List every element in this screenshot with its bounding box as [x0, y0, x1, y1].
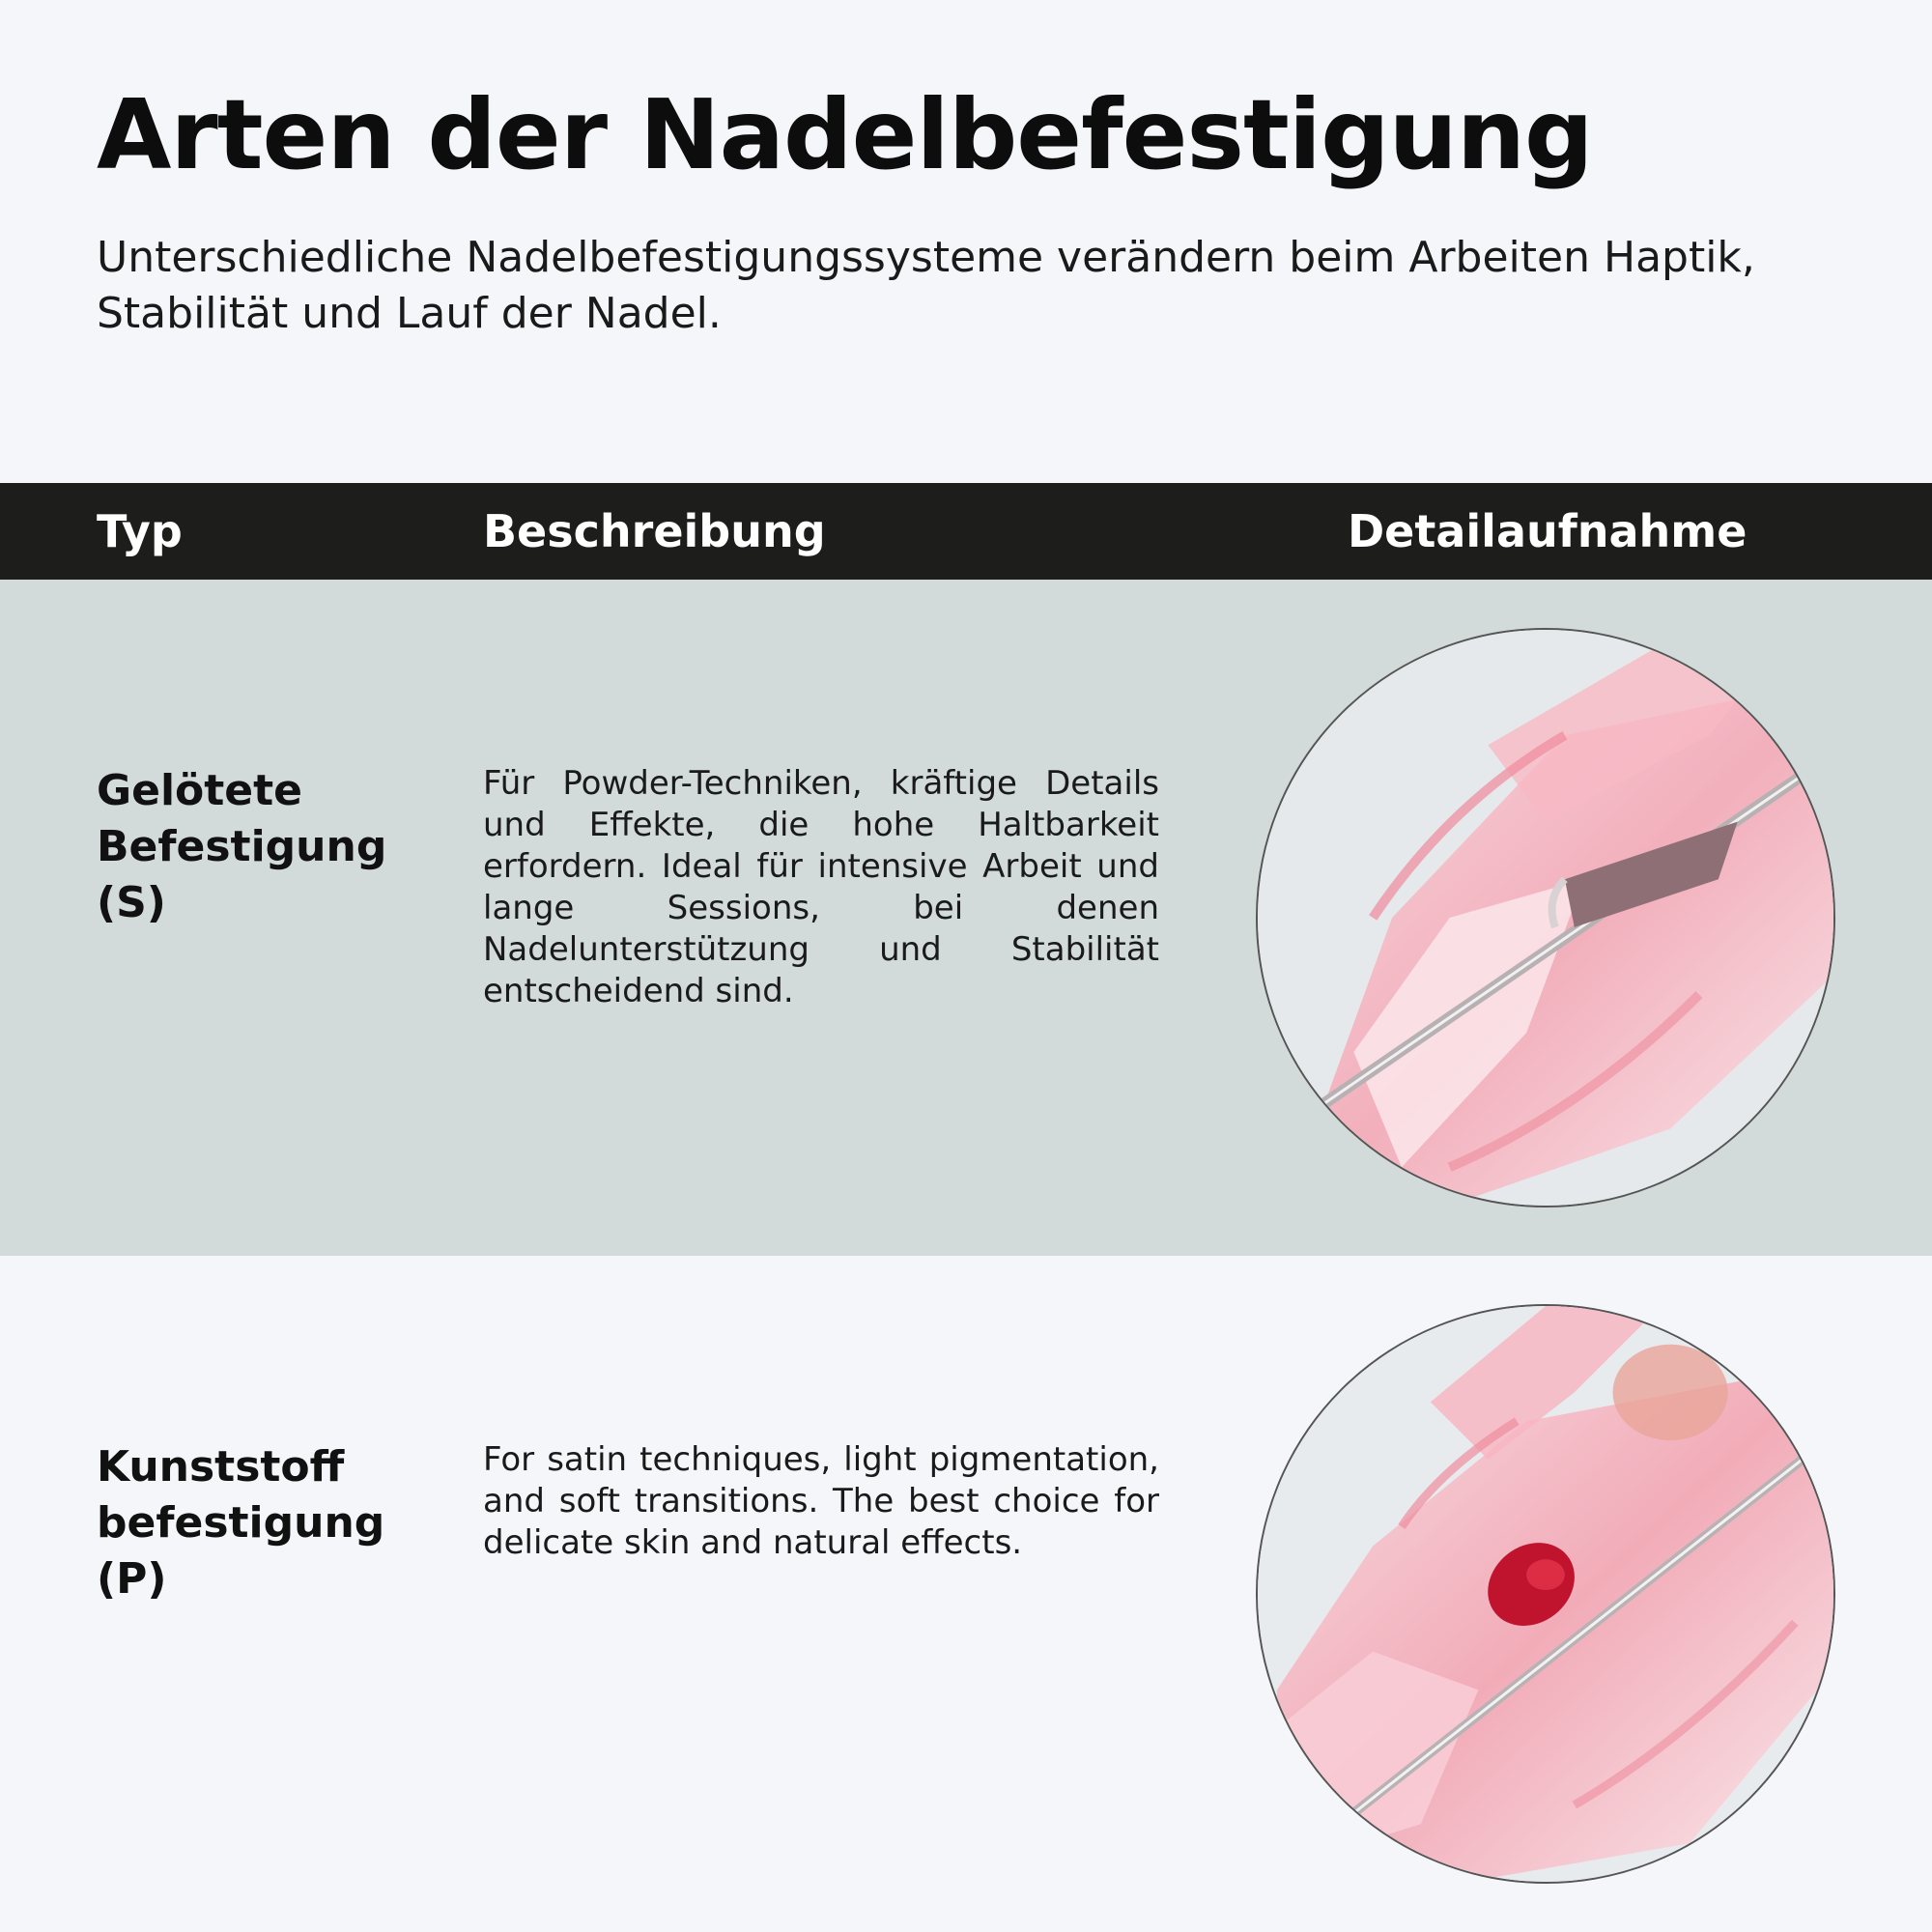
- page-title: Arten der Nadelbefestigung: [97, 78, 1593, 191]
- column-header-description: Beschreibung: [483, 505, 826, 557]
- soldered-needle-image: [1256, 628, 1835, 1208]
- row-type-label: Kunststoff befestigung (P): [97, 1442, 385, 1604]
- row-description: For satin techniques, light pigmentation, and soft transitions. The best choice for delicate skin and natural effects.: [483, 1440, 1159, 1562]
- row-type-label: Gelötete Befestigung (S): [97, 766, 387, 927]
- row-description: Für Powder-Techniken, kräftige Details und Effekte, die hohe Haltbarkeit erfordern. Ideal für intensive Arbeit und lange Sessions, bei denen Nadelunterstützung und Stabilität entscheidend sind.: [483, 764, 1159, 1010]
- page-header: [97, 77, 1835, 342]
- table-row: [0, 580, 1932, 1256]
- table-header: [0, 483, 1932, 580]
- table-row: [0, 1256, 1932, 1932]
- plastic-needle-image: [1256, 1304, 1835, 1884]
- column-header-image: Detailaufnahme: [1348, 505, 1747, 557]
- page-subtitle: Unterschiedliche Nadelbefestigungssysteme verändern beim Arbeiten Haptik, Stabilität und Lauf der Nadel.: [97, 233, 1755, 338]
- column-header-type: Typ: [97, 505, 183, 557]
